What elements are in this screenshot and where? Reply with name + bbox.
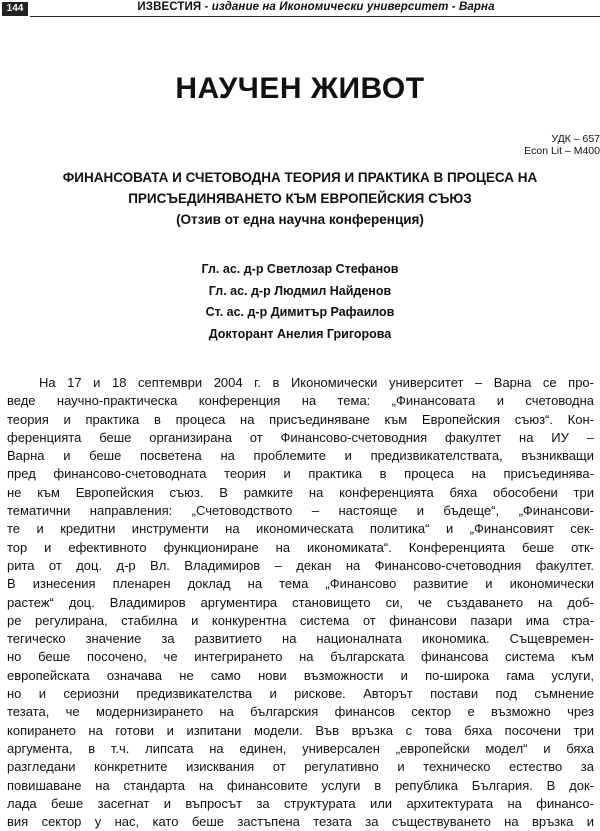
body-line: тематични направления: „Счетоводството – настояще и бъдеще“, „Финансови- — [7, 503, 594, 519]
udc-code: УДК – 657 — [551, 133, 600, 145]
article-subtitle: (Отзив от една научна конференция) — [176, 212, 424, 227]
article-title-line: ФИНАНСОВАТА И СЧЕТОВОДНА ТЕОРИЯ И ПРАКТИКА В ПРОЦЕСА НА — [62, 170, 538, 185]
article-title — [4, 167, 596, 230]
author-name: Гл. ас. д-р Светлозар Стефанов — [201, 262, 399, 276]
page-number: 144 — [2, 2, 28, 16]
journal-name: ИЗВЕСТИЯ — [137, 1, 202, 13]
header-rule — [30, 16, 600, 17]
author-name: Ст. ас. д-р Димитър Рафаилов — [205, 305, 395, 319]
body-line: рита от доц. д-р Вл. Владимиров – декан на Финансово-счетоводния факултет. — [7, 557, 594, 573]
body-line: ре регулирана, стабилна и конкурентна система от финансови пазари има стра- — [7, 612, 594, 628]
classification-codes — [524, 133, 600, 157]
body-line: копирането на готови и изпитани модели. Във връзка с това бяха посочени три — [7, 722, 594, 738]
journal-subtitle: - издание на Икономически университет - Варна — [201, 1, 495, 13]
body-line: На 17 и 18 септември 2004 г. в Икономически университет – Варна се про- — [39, 375, 594, 390]
body-line: те и кредитни инструменти на икономическата политика“ и „Финансовият сек- — [7, 521, 594, 537]
running-header-bar — [0, 0, 600, 17]
body-line: тегическо значение за развитието на националната икономика. Същевремен- — [7, 631, 594, 647]
body-paragraph — [7, 374, 594, 831]
econlit-code: Econ Lit – M400 — [524, 145, 600, 157]
author-name: Докторант Анелия Григорова — [208, 326, 392, 341]
body-line: Варна и беше посветена на проблемите и предизвикателствата, възникващи — [7, 448, 594, 464]
body-line: не към Европейския съюз. В рамките на конференцията бяха обособени три — [7, 484, 594, 500]
author-list — [0, 259, 600, 345]
body-line: ференцията беше организирана от Финансово-счетоводния факултет на ИУ – — [7, 429, 594, 445]
body-line: лада беше засегнат и въпросът за структурата или архитектурата на финансо- — [7, 795, 594, 811]
section-title: НАУЧЕН ЖИВОТ — [175, 72, 425, 105]
body-line: аргумента, в т.ч. липсата на единен, универсален „европейски модел“ и бяха — [7, 740, 594, 756]
body-line: В изнесения пленарен доклад на тема „Финансово развитие и икономически — [7, 576, 594, 592]
body-line: тезата, че модернизирането на българския финансов сектор е възможно чрез — [7, 704, 594, 720]
article-title-line: ПРИСЪЕДИНЯВАНЕТО КЪМ ЕВРОПЕЙСКИЯ СЪЮЗ — [128, 191, 472, 206]
body-line: веде научно-практическа конференция на тема: „Финансовата и счетоводна — [7, 393, 594, 409]
running-header — [34, 1, 598, 13]
author-name: Гл. ас. д-р Людмил Найденов — [208, 283, 392, 298]
body-line: но и сериозни предизвикателства и рискове. Авторът постави под съмнение — [7, 686, 594, 702]
body-line: вия сектор у нас, като беше застъпена тезата за съществуването на връзка и — [7, 814, 594, 830]
body-line: но беше посочено, че интегрирането на българската финансова система към — [7, 649, 594, 665]
body-line: тор и ефективното функциониране на икономиката“. Конференцията беше отк- — [7, 539, 594, 555]
body-line: европейската означава не само нови възможности и по-широка гама услуги, — [7, 667, 594, 683]
body-line: теория и практика в процеса на присъединяване към Европейския съюз“. Кон- — [7, 411, 594, 427]
body-line: пред финансово-счетоводната теория и практика в процеса на присъединява- — [7, 466, 594, 482]
body-line: разгледани конкретните изисквания от регулативно и техническо естество за — [7, 759, 594, 775]
body-line: растеж“ доц. Владимиров аргументира становището си, че създаването на доб- — [7, 594, 594, 610]
body-line: повишаване на стандарта на финансовите услуги в република България. В док- — [7, 777, 594, 793]
